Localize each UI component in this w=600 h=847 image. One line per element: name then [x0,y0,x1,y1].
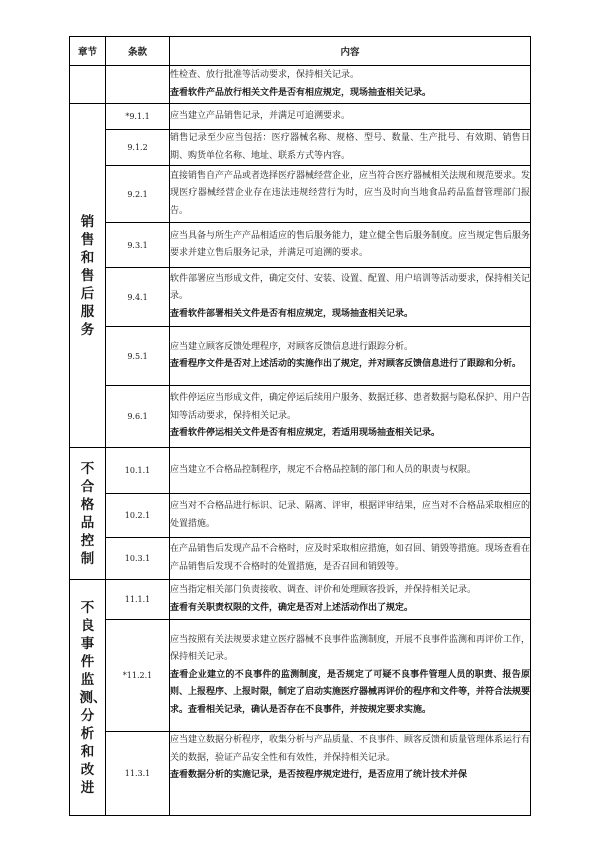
clause-number: *11.2.1 [106,620,170,732]
content-text: 应当指定相关部门负责接收、调查、评价和处理顾客投诉，并保持相关记录。 [170,585,477,595]
content-text: 在产品销售后发现产品不合格时，应及时采取相应措施，如召回、销毁等措施。现场查看在产品销售后发现不合格时的处置措施，是否召回和销毁等。 [170,544,531,572]
content-text: 软件部署应当形成文件，确定交付、安装、设置、配置、用户培训等活动要求，保持相关记录。 [170,273,531,302]
content-cell [170,538,531,580]
clause-number: 9.3.1 [106,223,170,268]
table-row [70,268,531,327]
content-cell [170,732,531,816]
table-row [70,166,531,223]
table-header-row [70,37,531,66]
clause-number: 9.1.2 [106,130,170,166]
content-cell [170,223,531,268]
header-section: 章节 [70,37,106,66]
clause-number: 11.1.1 [106,580,170,620]
content-cell [170,104,531,130]
clause-number: 11.3.1 [106,732,170,816]
clause-number: *9.1.1 [106,104,170,130]
table-row [70,104,531,130]
clause-number: 10.2.1 [106,494,170,538]
table-row [70,620,531,732]
section-title: 销售和售后服务 [80,213,95,338]
content-text: 销售记录至少应当包括：医疗器械名称、规格、型号、数量、生产批号、有效期、销售日期、购货单位名称、地址、联系方式等内容。 [170,133,530,161]
content-text: 应当建立数据分析程序，收集分析与产品质量、不良事件、顾客反馈和质量管理体系运行有关的数据，验证产品安全性和有效性，并保持相关记录。 [170,735,531,763]
content-cell [170,580,531,620]
section-title: 不良事件监测、分析和改进 [79,599,107,796]
clause-number: 9.5.1 [106,327,170,386]
content-text: 性检查、放行批准等活动要求，保持相关记录。 [170,70,360,80]
clause-number: 9.6.1 [106,386,170,448]
check-requirement-text: 查看有关职责权限的文件，确定是否对上述活动作出了规定。 [170,602,414,613]
content-text: 应当对不合格品进行标识、记录、隔离、评审，根据评审结果，应当对不合格品采取相应的处置措施。 [170,501,531,529]
content-text: 直接销售自产产品或者选择医疗器械经营企业，应当符合医疗器械相关法规和规范要求。发现医疗器械经营企业存在违法违规经营行为时，应当及时向当地食品药品监督管理部门报告。 [170,170,531,216]
check-requirement-text: 查看数据分析的实施记录，是否按程序规定进行，是否应用了统计技术并保 [170,770,468,780]
check-requirement-text: 查看软件产品放行相关文件是否有相应规定，现场抽查相关记录。 [170,87,432,98]
content-cell [170,130,531,166]
content-cell [170,620,531,732]
content-cell [170,448,531,494]
content-cell [170,327,531,386]
content-cell [170,268,531,327]
header-clause: 条款 [106,37,170,66]
content-text: 应当建立产品销售记录，并满足可追溯要求。 [170,110,351,121]
check-requirement-text: 查看软件停运相关文件是否有相应规定，若适用现场抽查相关记录。 [170,428,441,439]
check-requirement-text: 查看软件部署相关文件是否有相应规定，现场抽查相关记录。 [170,308,414,319]
table-row [70,327,531,386]
section-title: 不合格品控制 [80,460,95,567]
clause-number: 10.1.1 [106,448,170,494]
table-row [70,732,531,816]
content-text: 软件停运应当形成文件，确定停运后续用户服务、数据迁移、患者数据与隐私保护、用户告知等活动要求，保持相关记录。 [170,393,531,421]
empty-clause-cell [106,66,170,104]
table-row [70,448,531,494]
table-row [70,66,531,104]
check-requirement-text: 查看企业建立的不良事件的监测制度，是否规定了可疑不良事件管理人员的职责、报告原则、上报程序、上报时限，制定了启动实施医疗器械再评价的程序和文件等，并符合法规要求。查看相关记录，确认是否存在不良事件，并按规定要求实施。 [170,669,531,715]
check-requirement-text: 查看程序文件是否对上述活动的实施作出了规定，并对顾客反馈信息进行了跟踪和分析。 [170,359,522,369]
table-row [70,223,531,268]
table-row [70,580,531,620]
content-cell [170,386,531,448]
section-cell-adverse-events [70,580,106,816]
content-cell [170,166,531,223]
table-row [70,538,531,580]
content-text: 应当按照有关法规要求建立医疗器械不良事件监测制度，开展不良事件监测和再评价工作，保持相关记录。 [170,634,531,663]
content-text: 应当具备与所生产产品相适应的售后服务能力，建立健全售后服务制度。应当规定售后服务要求并建立售后服务记录，并满足可追溯的要求。 [170,230,531,258]
clause-number: 10.3.1 [106,538,170,580]
clause-number: 9.2.1 [106,166,170,223]
content-text: 应当建立顾客反馈处理程序，对顾客反馈信息进行跟踪分析。 [170,341,414,352]
clause-number: 9.4.1 [106,268,170,327]
inspection-table [69,36,531,816]
header-content: 内容 [170,37,531,66]
content-cell [170,66,531,104]
empty-section-cell [70,66,106,104]
table-row [70,386,531,448]
content-cell [170,494,531,538]
content-text: 应当建立不合格品控制程序，规定不合格品控制的部门和人员的职责与权限。 [170,464,477,475]
section-cell-nonconforming [70,448,106,580]
section-cell-sales [70,104,106,448]
table-row [70,130,531,166]
table-row [70,494,531,538]
